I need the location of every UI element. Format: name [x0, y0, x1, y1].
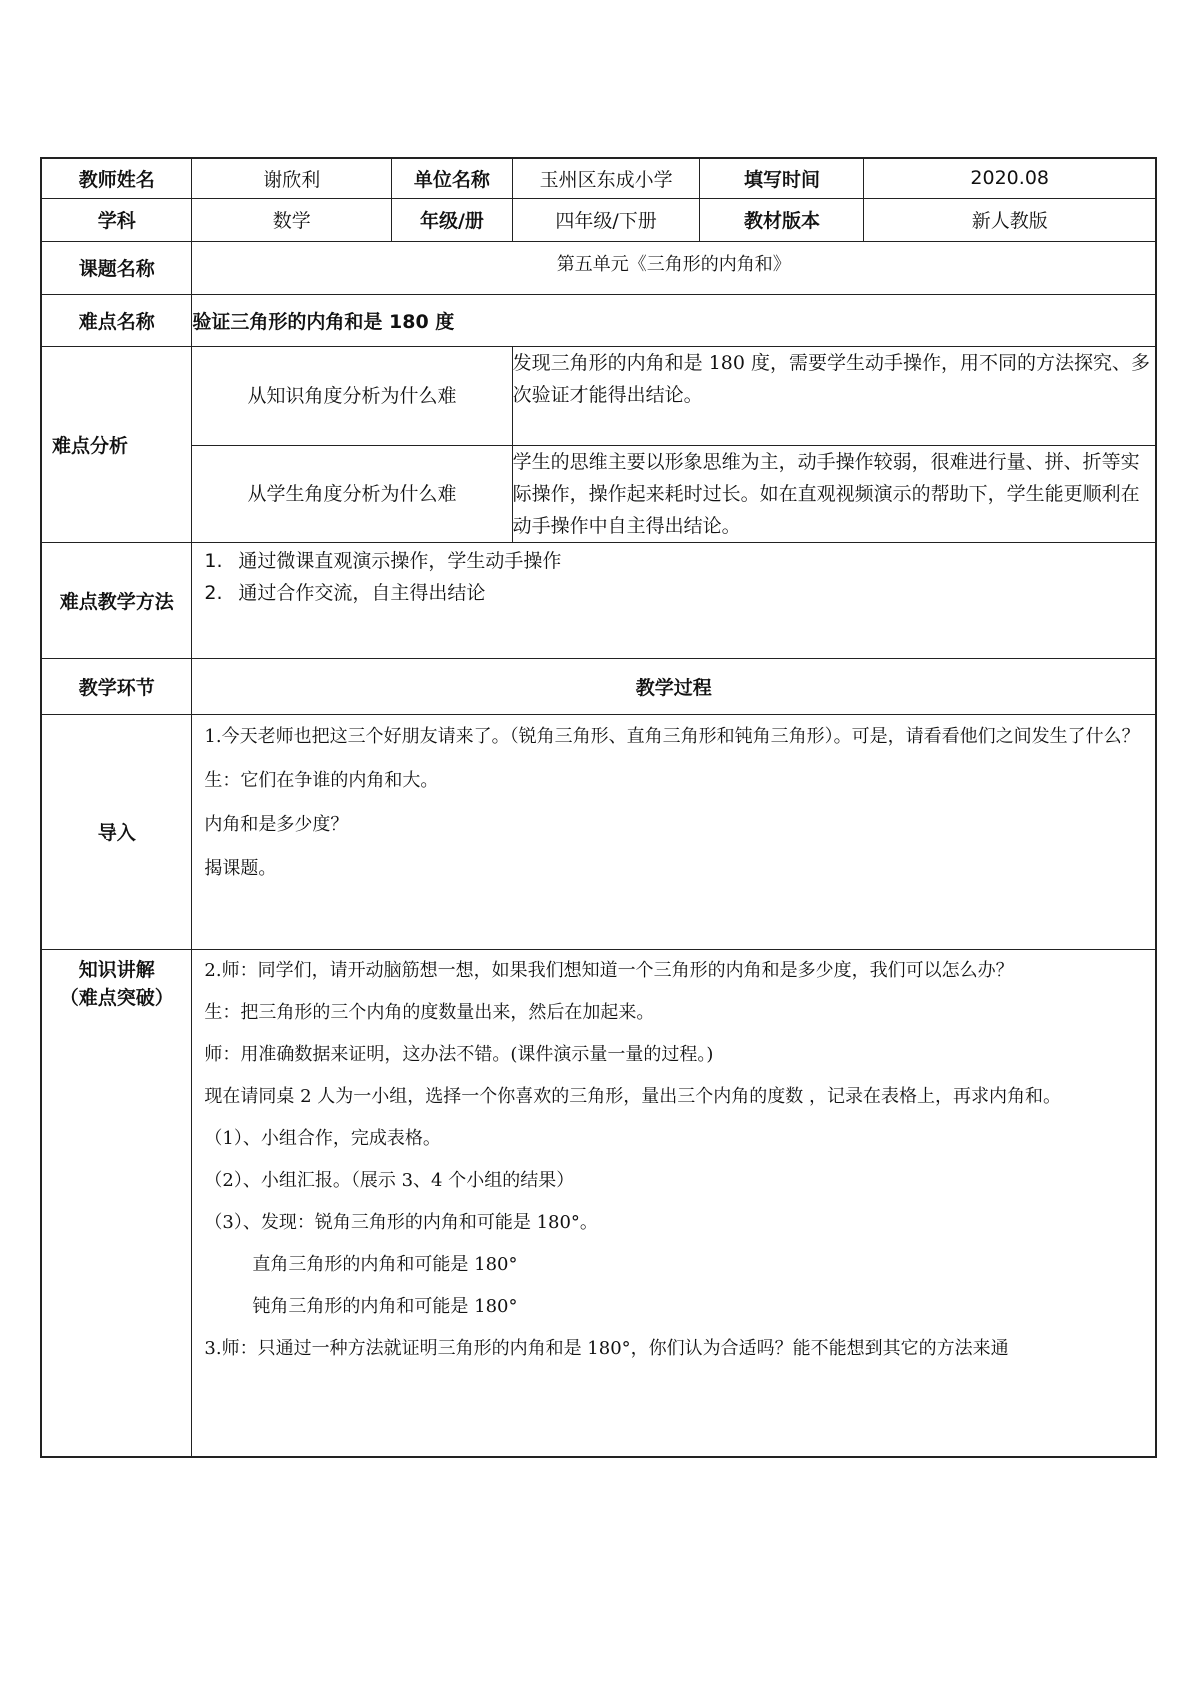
intro-row [41, 714, 1156, 949]
knowledge-line: （3）、发现：锐角三角形的内角和可能是 180°。 [204, 1211, 598, 1233]
knowledge-final-line: 3.师：只通过一种方法就证明三角形的内角和是 180°，你们认为合适吗？能不能想到其它的方法来通 [204, 1337, 1009, 1359]
analysis-label: 难点分析 [41, 346, 192, 542]
method-item: 1. 通过微课直观演示操作，学生动手操作 [204, 549, 562, 572]
knowledge-line: 生：把三角形的三个内角的度数量出来，然后在加起来。 [204, 1001, 655, 1023]
grade-label: 年级/册 [392, 198, 513, 241]
intro-line: 生：它们在争谁的内角和大。 [204, 769, 439, 791]
topic-row [41, 241, 1156, 294]
header-row-2 [41, 198, 1156, 241]
knowledge-angle-label: 从知识角度分析为什么难 [192, 346, 512, 445]
intro-line: 1.今天老师也把这三个好朋友请来了。（锐角三角形、直角三角形和钝角三角形）。可是，请看看他们之间发生了什么？ [204, 725, 1140, 747]
knowledge-line: 师：用准确数据来证明，这办法不错。(课件演示量一量的过程。) [204, 1043, 714, 1065]
knowledge-line: （2）、小组汇报。（展示 3、4 个小组的结果） [204, 1169, 575, 1191]
lesson-plan-table [40, 157, 1157, 1458]
unit-label: 单位名称 [392, 158, 513, 198]
knowledge-line: （1）、小组合作，完成表格。 [204, 1127, 441, 1149]
method-item: 2. 通过合作交流，自主得出结论 [204, 581, 486, 604]
methods-row [41, 542, 1156, 658]
knowledge-angle-text: 发现三角形的内角和是 180 度，需要学生动手操作，用不同的方法探究、多次验证才能得出结论。 [512, 346, 1156, 445]
subject-value: 数学 [192, 198, 392, 241]
teacher-name: 谢欣利 [192, 158, 392, 198]
intro-content [192, 714, 1156, 949]
knowledge-line: 2.师：同学们，请开动脑筋想一想，如果我们想知道一个三角形的内角和是多少度，我们可以怎么办？ [204, 959, 1014, 981]
unit-value: 玉州区东成小学 [512, 158, 700, 198]
student-angle-label: 从学生角度分析为什么难 [192, 445, 512, 542]
knowledge-label: 知识讲解 （难点突破） [41, 949, 192, 1457]
analysis-row-student [41, 445, 1156, 542]
knowledge-content [192, 949, 1156, 1457]
teacher-name-label: 教师姓名 [41, 158, 192, 198]
methods-label: 难点教学方法 [41, 542, 192, 658]
date-label: 填写时间 [700, 158, 864, 198]
topic-label: 课题名称 [41, 241, 192, 294]
difficulty-row [41, 294, 1156, 346]
methods-list [192, 545, 1155, 609]
difficulty-value: 验证三角形的内角和是 180 度 [192, 294, 1156, 346]
analysis-row-knowledge [41, 346, 1156, 445]
knowledge-line-indented: 直角三角形的内角和可能是 180° [252, 1253, 518, 1275]
process-header-row [41, 658, 1156, 714]
date-value: 2020.08 [864, 158, 1156, 198]
edition-value: 新人教版 [864, 198, 1156, 241]
edition-label: 教材版本 [700, 198, 864, 241]
intro-line: 揭课题。 [204, 857, 277, 879]
process-header: 教学过程 [192, 658, 1156, 714]
knowledge-line-indented: 钝角三角形的内角和可能是 180° [252, 1295, 518, 1317]
intro-line: 内角和是多少度？ [204, 813, 349, 835]
intro-label: 导入 [41, 714, 192, 949]
stage-header: 教学环节 [41, 658, 192, 714]
knowledge-line: 现在请同桌 2 人为一小组，选择一个你喜欢的三角形，量出三个内角的度数 ，记录在表格上，再求内角和。 [204, 1085, 1062, 1107]
student-angle-text: 学生的思维主要以形象思维为主，动手操作较弱，很难进行量、拼、折等实际操作，操作起来耗时过长。如在直观视频演示的帮助下，学生能更顺利在动手操作中自主得出结论。 [512, 445, 1156, 542]
methods-cell [192, 542, 1156, 658]
grade-value: 四年级/下册 [512, 198, 700, 241]
difficulty-label: 难点名称 [41, 294, 192, 346]
subject-label: 学科 [41, 198, 192, 241]
header-row-1 [41, 158, 1156, 198]
knowledge-row [41, 949, 1156, 1457]
topic-value: 第五单元《三角形的内角和》 [192, 241, 1156, 294]
